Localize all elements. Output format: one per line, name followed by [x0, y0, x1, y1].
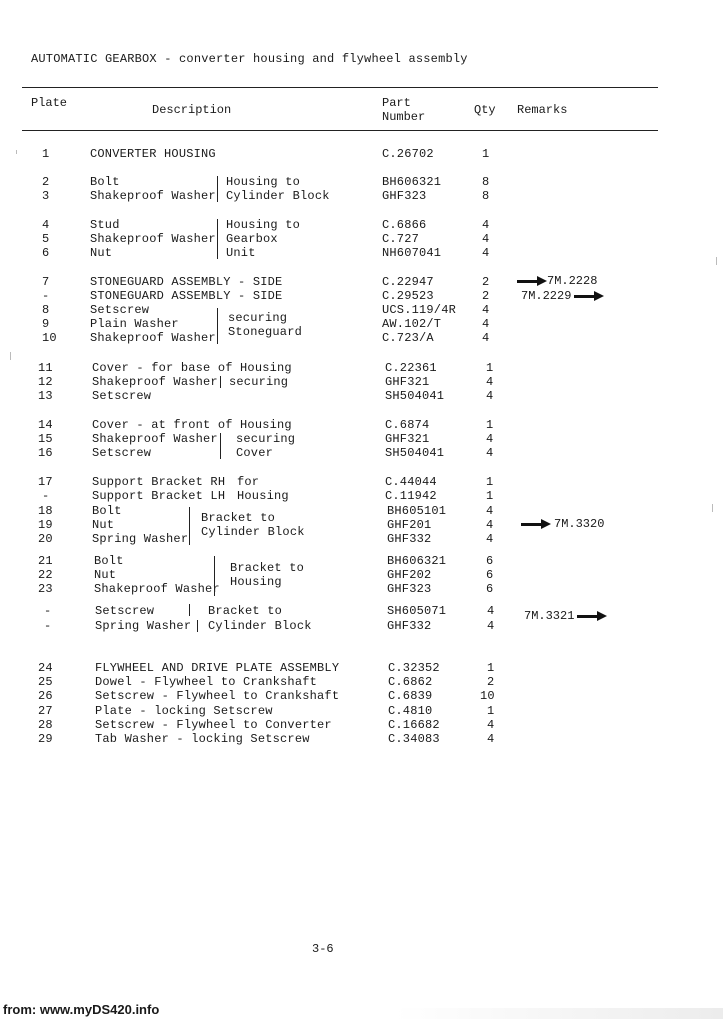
desc-cell: Stud	[90, 218, 120, 232]
page-title: AUTOMATIC GEARBOX - converter housing and flywheel assembly	[31, 52, 468, 66]
group-note: Unit	[226, 246, 256, 260]
part-cell: C.29523	[382, 289, 434, 303]
qty-cell: 4	[482, 331, 490, 345]
desc-cell: Nut	[94, 568, 117, 582]
group-bracket	[220, 376, 221, 388]
qty-cell: 4	[482, 232, 490, 246]
plate-cell: -	[42, 489, 50, 503]
plate-cell: 7	[42, 275, 50, 289]
group-note: Cylinder Block	[201, 525, 305, 539]
qty-cell: 4	[482, 218, 490, 232]
part-cell: C.26702	[382, 147, 434, 161]
qty-cell: 1	[487, 704, 495, 718]
qty-cell: 4	[482, 317, 490, 331]
desc-cell: Plate - locking Setscrew	[95, 704, 273, 718]
plate-cell: 4	[42, 218, 50, 232]
plate-cell: 14	[38, 418, 53, 432]
part-cell: C.6874	[385, 418, 430, 432]
qty-cell: 4	[486, 446, 494, 460]
desc-cell: Setscrew - Flywheel to Crankshaft	[95, 689, 340, 703]
plate-cell: 19	[38, 518, 53, 532]
qty-cell: 10	[480, 689, 495, 703]
group-note: Bracket to	[201, 511, 276, 525]
scan-speck	[10, 352, 11, 360]
arrow-head-icon	[541, 519, 551, 529]
desc-cell: Nut	[90, 246, 113, 260]
qty-cell: 2	[482, 289, 490, 303]
part-cell: C.32352	[388, 661, 440, 675]
desc-cell: Nut	[92, 518, 115, 532]
plate-cell: 21	[38, 554, 53, 568]
scan-speck	[716, 257, 717, 265]
plate-cell: 26	[38, 689, 53, 703]
plate-cell: 29	[38, 732, 53, 746]
plate-cell: 2	[42, 175, 50, 189]
part-cell: C.6839	[388, 689, 433, 703]
plate-cell: 16	[38, 446, 53, 460]
qty-cell: 4	[486, 375, 494, 389]
group-bracket	[220, 433, 221, 459]
desc-cell: Plain Washer	[90, 317, 179, 331]
part-cell: C.4810	[388, 704, 433, 718]
scan-speck	[16, 150, 17, 154]
plate-cell: 22	[38, 568, 53, 582]
part-cell: BH605101	[387, 504, 447, 518]
part-cell: C.6862	[388, 675, 433, 689]
part-cell: GHF332	[387, 619, 432, 633]
part-cell: GHF323	[382, 189, 427, 203]
desc-cell: Shakeproof Washer	[90, 189, 216, 203]
qty-cell: 4	[487, 619, 495, 633]
group-note: securing	[236, 432, 296, 446]
qty-cell: 4	[487, 718, 495, 732]
part-cell: C.22947	[382, 275, 434, 289]
header-rule-top	[22, 87, 658, 88]
desc-cell: Setscrew	[95, 604, 155, 618]
plate-cell: 20	[38, 532, 53, 546]
group-bracket	[197, 620, 198, 632]
part-cell: C.727	[382, 232, 420, 246]
remark-7m3320	[521, 517, 604, 531]
desc-cell: Cover - at front of Housing	[92, 418, 292, 432]
part-cell: C.6866	[382, 218, 427, 232]
qty-cell: 1	[486, 475, 494, 489]
group-note: Bracket to	[230, 561, 305, 575]
part-cell: C.11942	[385, 489, 437, 503]
footer-shade	[395, 1008, 723, 1019]
desc-cell: Setscrew	[92, 446, 152, 460]
desc-cell: Support Bracket LH	[92, 489, 226, 503]
plate-cell: -	[44, 604, 52, 618]
qty-cell: 1	[486, 361, 494, 375]
group-note: Bracket to	[208, 604, 283, 618]
desc-cell: Shakeproof Washer	[90, 232, 216, 246]
arrow-head-icon	[597, 611, 607, 621]
part-cell: C.16682	[388, 718, 440, 732]
qty-cell: 4	[486, 532, 494, 546]
header-rule-bottom	[22, 130, 658, 131]
part-cell: GHF332	[387, 532, 432, 546]
part-cell: GHF201	[387, 518, 432, 532]
plate-cell: 28	[38, 718, 53, 732]
part-cell: SH504041	[385, 446, 445, 460]
qty-cell: 4	[486, 389, 494, 403]
plate-cell: 10	[42, 331, 57, 345]
desc-cell: Dowel - Flywheel to Crankshaft	[95, 675, 318, 689]
desc-cell: Setscrew - Flywheel to Converter	[95, 718, 332, 732]
qty-cell: 4	[486, 518, 494, 532]
qty-cell: 4	[487, 732, 495, 746]
part-cell: AW.102/T	[382, 317, 442, 331]
arrow-head-icon	[594, 291, 604, 301]
group-note: Cover	[236, 446, 274, 460]
part-cell: GHF321	[385, 375, 430, 389]
part-cell: BH606321	[387, 554, 447, 568]
part-cell: C.22361	[385, 361, 437, 375]
part-cell: GHF202	[387, 568, 432, 582]
group-bracket	[189, 507, 190, 545]
plate-cell: 6	[42, 246, 50, 260]
col-header-description: Description	[152, 103, 232, 117]
desc-cell: Bolt	[92, 504, 122, 518]
group-note: Housing to	[226, 218, 301, 232]
remark-7m3321	[524, 609, 607, 623]
desc-cell: STONEGUARD ASSEMBLY - SIDE	[90, 289, 283, 303]
qty-cell: 1	[487, 661, 495, 675]
source-footer: from: www.myDS420.info	[3, 1002, 160, 1017]
desc-cell: Support Bracket RH	[92, 475, 226, 489]
qty-cell: 4	[482, 246, 490, 260]
group-note: Stoneguard	[228, 325, 303, 339]
part-cell: SH605071	[387, 604, 447, 618]
plate-cell: 9	[42, 317, 50, 331]
part-cell: C.44044	[385, 475, 437, 489]
group-note: for	[237, 475, 260, 489]
desc-cell: Spring Washer	[95, 619, 192, 633]
plate-cell: 5	[42, 232, 50, 246]
arrow-right-icon	[521, 523, 541, 526]
remark-label: 7M.2228	[547, 274, 598, 288]
col-header-qty: Qty	[474, 103, 496, 117]
part-cell: SH504041	[385, 389, 445, 403]
desc-cell: Spring Washer	[92, 532, 189, 546]
group-note: Cylinder Block	[208, 619, 312, 633]
page-number: 3-6	[312, 942, 334, 956]
remark-7m2228	[517, 274, 597, 288]
qty-cell: 6	[486, 554, 494, 568]
plate-cell: -	[42, 289, 50, 303]
plate-cell: 18	[38, 504, 53, 518]
desc-cell: FLYWHEEL AND DRIVE PLATE ASSEMBLY	[95, 661, 340, 675]
desc-cell: Shakeproof Washer	[94, 582, 220, 596]
plate-cell: 25	[38, 675, 53, 689]
scan-speck	[712, 504, 713, 512]
group-note: securing	[228, 311, 288, 325]
plate-cell: 12	[38, 375, 53, 389]
group-note: Gearbox	[226, 232, 278, 246]
desc-cell: CONVERTER HOUSING	[90, 147, 216, 161]
part-cell: GHF321	[385, 432, 430, 446]
col-header-part: Part	[382, 96, 411, 110]
group-bracket	[217, 308, 218, 344]
part-cell: C.34083	[388, 732, 440, 746]
qty-cell: 4	[486, 432, 494, 446]
remark-label: 7M.3320	[554, 517, 605, 531]
part-cell: BH606321	[382, 175, 442, 189]
qty-cell: 2	[487, 675, 495, 689]
arrow-head-icon	[537, 276, 547, 286]
qty-cell: 6	[486, 568, 494, 582]
plate-cell: 27	[38, 704, 53, 718]
plate-cell: 24	[38, 661, 53, 675]
desc-cell: Setscrew	[90, 303, 150, 317]
qty-cell: 8	[482, 175, 490, 189]
qty-cell: 1	[486, 489, 494, 503]
group-bracket	[217, 176, 218, 202]
desc-cell: STONEGUARD ASSEMBLY - SIDE	[90, 275, 283, 289]
remark-label: 7M.3321	[524, 609, 575, 623]
col-header-plate: Plate	[31, 96, 68, 110]
remark-label: 7M.2229	[521, 289, 572, 303]
group-note: securing	[229, 375, 289, 389]
desc-cell: Bolt	[94, 554, 124, 568]
qty-cell: 2	[482, 275, 490, 289]
group-note: Cylinder Block	[226, 189, 330, 203]
plate-cell: 15	[38, 432, 53, 446]
part-cell: GHF323	[387, 582, 432, 596]
qty-cell: 4	[486, 504, 494, 518]
desc-cell: Bolt	[90, 175, 120, 189]
part-cell: NH607041	[382, 246, 442, 260]
group-bracket	[217, 219, 218, 259]
col-header-number: Number	[382, 110, 426, 124]
qty-cell: 1	[486, 418, 494, 432]
desc-cell: Tab Washer - locking Setscrew	[95, 732, 310, 746]
group-note: Housing	[237, 489, 289, 503]
desc-cell: Shakeproof Washer	[92, 375, 218, 389]
remark-7m2229	[521, 289, 604, 303]
qty-cell: 6	[486, 582, 494, 596]
part-cell: C.723/A	[382, 331, 434, 345]
group-note: Housing to	[226, 175, 301, 189]
desc-cell: Shakeproof Washer	[90, 331, 216, 345]
qty-cell: 4	[482, 303, 490, 317]
qty-cell: 1	[482, 147, 490, 161]
plate-cell: 3	[42, 189, 50, 203]
col-header-remarks: Remarks	[517, 103, 568, 117]
plate-cell: 1	[42, 147, 50, 161]
part-cell: UCS.119/4R	[382, 303, 457, 317]
arrow-right-icon	[577, 615, 597, 618]
group-note: Housing	[230, 575, 282, 589]
arrow-right-icon	[517, 280, 537, 283]
group-bracket	[189, 604, 190, 616]
plate-cell: 23	[38, 582, 53, 596]
plate-cell: -	[44, 619, 52, 633]
group-bracket	[214, 556, 215, 596]
plate-cell: 13	[38, 389, 53, 403]
desc-cell: Cover - for base of Housing	[92, 361, 292, 375]
plate-cell: 8	[42, 303, 50, 317]
plate-cell: 11	[38, 361, 53, 375]
desc-cell: Setscrew	[92, 389, 152, 403]
plate-cell: 17	[38, 475, 53, 489]
desc-cell: Shakeproof Washer	[92, 432, 218, 446]
qty-cell: 8	[482, 189, 490, 203]
qty-cell: 4	[487, 604, 495, 618]
arrow-right-icon	[574, 295, 594, 298]
